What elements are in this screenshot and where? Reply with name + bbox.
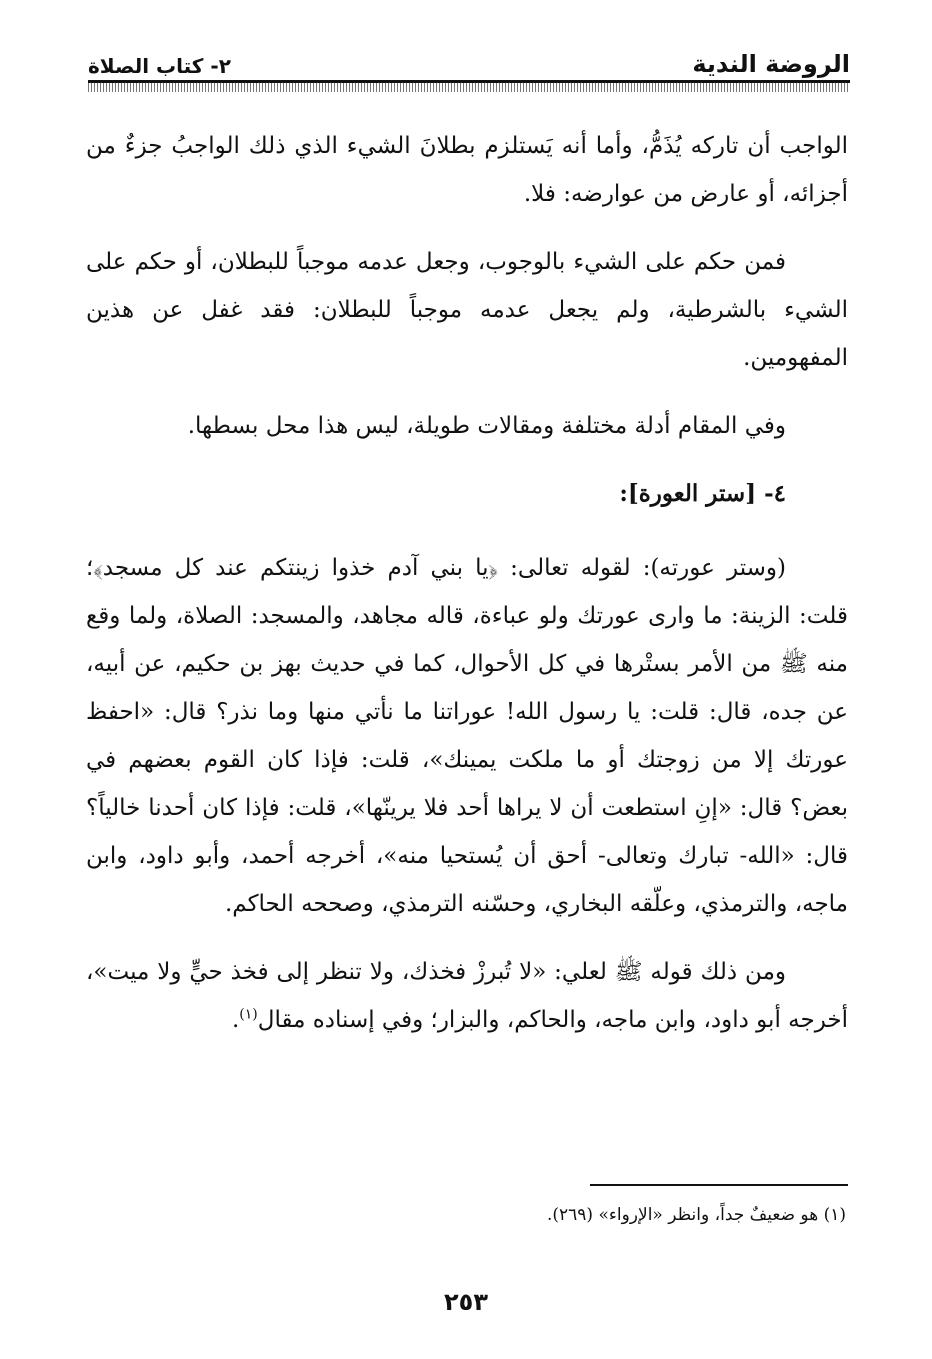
header-divider [88,80,850,92]
running-header [88,38,850,78]
footnote: (١) هو ضعيفٌ جداً، وانظر «الإرواء» (٢٦٩). [546,1205,846,1225]
paragraph-4: (وستر عورته): لقوله تعالى: ﴿يا بني آدم خذوا زينتكم عند كل مسجد﴾؛ قلت: الزينة: ما وارى عورتك ولو عباءة، قاله مجاهد، والمسجد: الصلاة، ولما وقع منه ﷺ من الأمر بستْرها في كل الأحوال، كما في حديث بهز بن حكيم، عن أبيه، عن جده، قال: قلت: يا رسول الله! عوراتنا ما نأتي منها وما نذر؟ قال: «احفظ عورتك إلا من زوجتك أو ما ملكت يمينك»، قلت: فإذا كان القوم بعضهم في بعض؟ قال: «إنِ استطعت أن لا يراها أحد فلا يرينّها»، قلت: فإذا كان أحدنا خالياً؟ قال: «الله- تبارك وتعالى- أحق أن يُستحيا منه»، أخرجه أحمد، وأبو داود، وابن ماجه، والترمذي، وعلّقه البخاري، وحسّنه الترمذي، وصححه الحاكم. [86,555,848,917]
paragraph-5 [86,948,848,1044]
paragraph-3: وفي المقام أدلة مختلفة ومقالات طويلة، ليس هذا محل بسطها. [187,413,786,439]
paragraph-5-end: . [231,1007,240,1033]
page-number: ٢٥٣ [444,1288,488,1316]
footnote-divider [590,1184,848,1186]
paragraph-2: فمن حكم على الشيء بالوجوب، وجعل عدمه موجباً للبطلان، أو حكم على الشيء بالشرطية، ولم يجعل عدمه موجباً للبطلان: فقد غفل عن هذين المفهومين. [86,249,848,371]
section-heading: ٤- [ستر العورة]: [619,480,786,507]
main-text [86,122,848,1044]
chapter-title: ٢- كتاب الصلاة [88,54,231,78]
paragraph-5-text: ومن ذلك قوله ﷺ لعلي: «لا تُبرزْ فخذك، ولا تنظر إلى فخذ حيٍّ ولا ميت»، أخرجه أبو داود، وابن ماجه، والحاكم، والبزار؛ وفي إسناده مقال [86,959,848,1033]
book-title: الروضة الندية [692,50,850,78]
footnote-marker: (١) [239,1006,258,1023]
paragraph-1: الواجب أن تاركه يُذَمُّ، وأما أنه يَستلزم بطلانَ الشيء الذي ذلك الواجبُ جزءٌ من أجزائه، أو عارض من عوارضه: فلا. [86,133,848,207]
